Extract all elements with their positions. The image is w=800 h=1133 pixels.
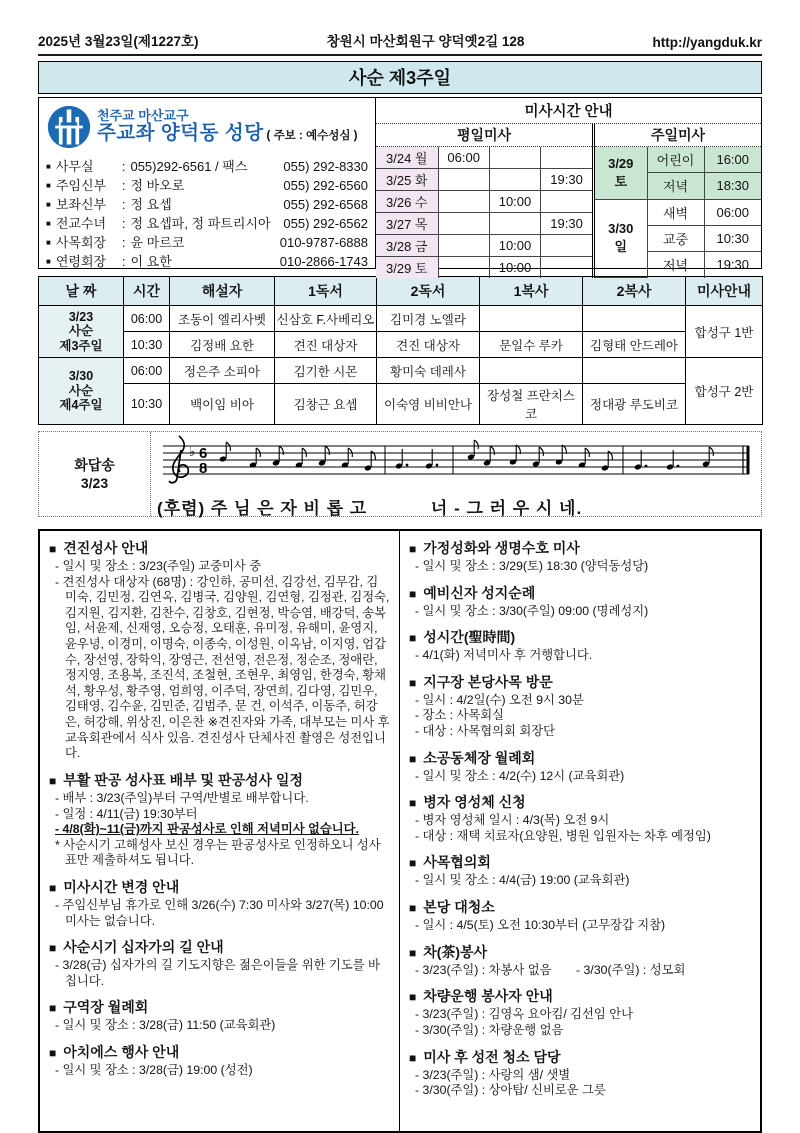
roster-commentator-cell: 정은주 소피아 [170, 358, 275, 384]
announcement-title [49, 1042, 390, 1062]
mass-date-cell: 3/25 화 [376, 169, 438, 191]
mass-time-cell [438, 213, 489, 235]
contact-separator: : [121, 235, 126, 250]
mass-time-cell: 19:30 [704, 252, 761, 278]
announcement-title-text: 차(茶)봉사 [423, 943, 488, 960]
mass-name-cell: 저녁 [647, 173, 704, 199]
contact-separator: : [121, 178, 126, 193]
mass-time-cell: 10:00 [489, 191, 540, 213]
square-bullet-icon: ■ [46, 257, 51, 266]
roster-body [39, 306, 763, 425]
roster-commentator-cell: 조동이 엘리사벳 [170, 306, 275, 332]
announcement-line: - 일시 : 4/2일(수) 오전 9시 30분 [415, 692, 584, 707]
roster-reading1-cell: 김창근 요셉 [275, 384, 377, 425]
mass-name-cell: 저녁 [647, 252, 704, 278]
roster-time-cell: 10:30 [124, 384, 170, 425]
announcement-line: - 4/8(화)~11(금)까지 판공성사로 인해 저녁미사 없습니다. [55, 822, 359, 837]
weekday-mass-row [376, 257, 592, 279]
square-bullet-icon: ■ [409, 675, 417, 690]
diocese-name: 천주교 마산교구 [97, 108, 189, 124]
roster-server1-cell [480, 358, 583, 384]
announcement-title-text: 본당 대청소 [423, 899, 495, 916]
announcement-line: - 주임신부님 휴가로 인해 3/26(수) 7:30 미사와 3/27(목) 10:00 미사는 없습니다. [55, 897, 384, 928]
square-bullet-icon: ■ [409, 945, 417, 960]
church-names [97, 109, 357, 145]
contact-phone: 055) 292-8330 [283, 159, 368, 174]
square-bullet-icon: ■ [49, 773, 57, 788]
contact-row [46, 213, 368, 232]
announcement-line: - 일시 및 장소 : 3/28(금) 19:00 (성전) [55, 1063, 253, 1078]
contact-separator: : [121, 197, 126, 212]
church-url: http://yangduk.kr [652, 35, 762, 50]
mass-time-cell [541, 191, 592, 213]
contact-label: 전교수녀 [55, 216, 107, 231]
announcement-title [409, 986, 751, 1006]
roster-reading2-cell: 김미경 노엘라 [377, 306, 480, 332]
announcement-line: * 사순시기 고해성사 보신 경우는 판공성사로 인정하오니 성사표만 제출하셔도 됩니다. [55, 837, 381, 868]
sunday-mass-table [595, 147, 761, 278]
square-bullet-icon: ■ [46, 238, 51, 247]
psalm-lyric-segment2: 너 - 그 러 우 시 네. [430, 499, 583, 518]
announcement-section [409, 627, 751, 664]
contact-phone: 055) 292-6560 [283, 178, 368, 193]
roster-row [39, 358, 763, 384]
roster-time-cell: 06:00 [124, 358, 170, 384]
announcement-title-text: 사목협의회 [423, 854, 491, 871]
roster-server2-cell [583, 358, 686, 384]
square-bullet-icon: ■ [49, 880, 57, 895]
contact-label: 주임신부 [55, 178, 107, 193]
announcement-section [409, 748, 751, 785]
psalm-label-line2: 3/23 [80, 475, 109, 491]
sunday-mass-section [592, 124, 761, 278]
announcement-line: - 일시 및 장소 : 3/23(주일) 교중미사 중 [55, 559, 262, 573]
announcement-title-text: 지구장 본당사목 방문 [423, 673, 553, 690]
contact-row [46, 194, 368, 213]
roster-row [39, 384, 763, 425]
announcement-title-text: 부활 판공 성사표 배부 및 판공성사 일정 [63, 771, 303, 788]
contact-value: 이 요한 [130, 254, 172, 269]
announcement-title-text: 차량운행 봉사자 안내 [423, 988, 553, 1005]
weekday-mass-title: 평일미사 [376, 124, 592, 147]
mass-time-cell [438, 169, 489, 191]
square-bullet-icon: ■ [49, 1001, 57, 1016]
announcement-section [49, 877, 390, 929]
roster-server2-cell: 정대광 루도비코 [583, 384, 686, 425]
mass-name-cell: 새벽 [647, 199, 704, 225]
announcement-title-text: 가정성화와 생명수호 미사 [423, 540, 580, 556]
square-bullet-icon: ■ [46, 181, 51, 190]
announcement-section [409, 672, 751, 740]
contact-value: 055)292-6561 / 팩스 [130, 159, 248, 174]
church-name-suffix: ( 주보 : 예수성심 ) [266, 130, 358, 143]
announcement-section [49, 937, 390, 989]
announcements-left-column [40, 531, 400, 1131]
mass-times-tables [376, 124, 761, 278]
announcement-line: - 장소 : 사목회실 [415, 708, 505, 723]
announcement-line: - 4/1(화) 저녁미사 후 거행합니다. [415, 648, 593, 663]
liturgy-roster-table [38, 276, 763, 425]
mass-times-title: 미사시간 안내 [376, 98, 761, 124]
roster-reading1-cell: 신삼호 F.사베리오 [275, 306, 377, 332]
mass-time-cell: 18:30 [704, 173, 761, 199]
mass-time-cell: 10:00 [489, 235, 540, 257]
church-address: 창원시 마산회원구 양덕옛2길 128 [326, 34, 525, 49]
mass-date-cell: 3/30 일 [595, 199, 647, 277]
mass-time-cell [489, 169, 540, 191]
psalm-music-area [151, 432, 761, 516]
announcement-line: - 일정 : 4/11(금) 19:30부터 [55, 806, 198, 821]
announcement-section [409, 538, 751, 575]
sunday-mass-body [595, 147, 761, 278]
announcement-title [409, 942, 751, 962]
roster-commentator-cell: 백이임 비아 [170, 384, 275, 425]
responsorial-psalm-box [38, 431, 762, 517]
roster-reading2-cell: 황미숙 데레사 [377, 358, 480, 384]
mass-time-cell: 10:00 [489, 257, 540, 279]
contact-phone: 055) 292-6562 [283, 216, 368, 231]
weekday-mass-table [376, 147, 592, 278]
contact-label: 보좌신부 [55, 197, 107, 212]
weekday-mass-row [376, 191, 592, 213]
roster-reading2-cell: 이숙영 비비안나 [377, 384, 480, 425]
announcement-title [409, 1047, 751, 1067]
square-bullet-icon: ■ [46, 162, 51, 171]
announcement-title-text: 미사 후 성전 청소 담당 [423, 1048, 561, 1065]
mass-name-cell: 교중 [647, 225, 704, 251]
announcement-title-text: 소공동체장 월례회 [423, 749, 536, 766]
mass-time-cell [489, 147, 540, 169]
mass-name-cell: 어린이 [647, 147, 704, 173]
page-header [38, 30, 762, 56]
mass-time-cell: 06:00 [704, 199, 761, 225]
contact-label: 사목회장 [55, 235, 107, 250]
roster-row [39, 306, 763, 332]
roster-header-row [39, 277, 763, 306]
announcement-title [49, 997, 390, 1017]
weekday-mass-row [376, 235, 592, 257]
contact-label: 연령회장 [55, 254, 107, 269]
announcement-section [49, 770, 390, 869]
roster-server2-cell: 김형태 안드레아 [583, 332, 686, 358]
announcement-line: - 3/23(주일) : 사랑의 샘/ 샛별 [415, 1067, 571, 1082]
roster-server1-cell: 문일수 루카 [480, 332, 583, 358]
mass-time-cell: 10:30 [704, 225, 761, 251]
mass-time-cell: 19:30 [541, 213, 592, 235]
announcement-title [409, 627, 751, 647]
mass-date-cell: 3/24 월 [376, 147, 438, 169]
contact-value: 윤 마르코 [130, 235, 185, 250]
mass-time-cell [541, 257, 592, 279]
roster-column-header: 날 짜 [39, 277, 124, 306]
announcement-line: - 3/28(금) 십자가의 길 기도지향은 젊은이들을 위한 기도를 바칩니다. [55, 958, 380, 988]
roster-column-header: 2독서 [377, 277, 480, 306]
announcement-section [409, 1047, 751, 1099]
mass-times-pane [376, 98, 761, 276]
roster-reading1-cell: 견진 대상자 [275, 332, 377, 358]
roster-column-header: 미사안내 [686, 277, 763, 306]
contact-row [46, 251, 368, 270]
contact-separator: : [121, 159, 126, 174]
roster-commentator-cell: 김정배 요한 [170, 332, 275, 358]
contact-separator: : [121, 254, 126, 269]
square-bullet-icon: ■ [409, 901, 417, 916]
announcement-title-text: 예비신자 성지순례 [423, 584, 536, 601]
announcement-title [49, 937, 390, 957]
announcement-title [409, 852, 751, 872]
announcement-section [49, 1042, 390, 1079]
announcement-title [409, 897, 751, 917]
mass-date-cell: 3/29 토 [376, 257, 438, 279]
announcement-line: - 일시 및 장소 : 3/30(주일) 09:00 (명례성지) [415, 603, 649, 618]
roster-massinfo-cell: 합성구 1반 [686, 306, 763, 358]
square-bullet-icon: ■ [409, 751, 417, 766]
announcement-title-text: 미사시간 변경 안내 [63, 878, 180, 895]
sunday-mass-row [595, 147, 761, 173]
psalm-label-line1: 화답송 [74, 456, 115, 473]
roster-reading2-cell: 견진 대상자 [377, 332, 480, 358]
roster-date-cell: 3/30 사순 제4주일 [39, 358, 124, 425]
square-bullet-icon: ■ [409, 796, 417, 811]
announcement-title [409, 748, 751, 768]
announcement-line: - 견진성사 대상자 (68명) : 강인하, 공미선, 김강선, 김무감, 김미숙, 김민정, 김연옥, 김병국, 김양원, 김연형, 김정관, 김정숙, 김지원, 김지환, 김찬수, 김창호, 김현정, 박승염, 배강덕, 송복임, 서윤제, 신재영, 오승정, 오태훈, 유미정, 유해미, 윤영지, 윤우녕, 이경미, 이명숙, 이종숙, 이성원, 이옥남, 이지영, 엄갑수, 장선영, 장학익, 장영근, 전선영, 전은정, 정순조, 정애란, 정지영, 조용복, 조진석, 조철현, 조현우, 최영임, 한경숙, 황채석, 황우성, 황주영, 엄희영, 이주덕, 장연희, 김다영, 김민우, 김태영, 김수윤, 김민준, 김범주, 문 건, 이석주, 이동주, 허강은, 허강해, 위상진, 이은찬 ※견진자와 가족, 대부모는 미사 후 교육회관에서 식사 있음. 견진성사 단체사진 촬영은 성전입니다. [55, 574, 390, 761]
announcement-line: - 일시 및 장소 : 4/2(수) 12시 (교육회관) [415, 768, 625, 783]
announcement-line: - 3/30(주일) : 차량운행 없음 [415, 1022, 564, 1037]
roster-column-header: 시간 [124, 277, 170, 306]
square-bullet-icon: ■ [49, 941, 57, 956]
announcement-title [409, 672, 751, 692]
roster-time-cell: 10:30 [124, 332, 170, 358]
square-bullet-icon: ■ [409, 542, 417, 556]
announcement-section [49, 997, 390, 1034]
announcement-section [409, 852, 751, 889]
square-bullet-icon: ■ [409, 631, 417, 646]
psalm-lyric-segment1: (후렴) 주 님 은 자 비 롭 고 [157, 499, 368, 518]
contact-row [46, 156, 368, 175]
announcement-line: - 일시 및 장소 : 3/28(금) 11:50 (교육회관) [55, 1018, 276, 1033]
announcement-section [409, 942, 751, 979]
announcement-line: - 3/23(주일) : 차봉사 없음 - 3/30(주일) : 성모회 [415, 962, 686, 977]
roster-column-header: 1복사 [480, 277, 583, 306]
mass-time-cell: 16:00 [704, 147, 761, 173]
psalm-label [39, 432, 151, 516]
announcement-line: - 병자 영성체 일시 : 4/3(목) 오전 9시 [415, 813, 610, 828]
weekday-mass-row [376, 147, 592, 169]
svg-text:6: 6 [199, 445, 208, 462]
roster-time-cell: 06:00 [124, 306, 170, 332]
announcement-title [409, 538, 751, 558]
contact-phone: 010-2866-1743 [279, 254, 368, 269]
mass-time-cell [438, 235, 489, 257]
square-bullet-icon: ■ [46, 219, 51, 228]
square-bullet-icon: ■ [409, 1050, 417, 1065]
announcement-title-text: 아치에스 행사 안내 [63, 1044, 180, 1061]
announcement-title [49, 770, 390, 790]
mass-date-cell: 3/26 수 [376, 191, 438, 213]
church-info-box [38, 97, 762, 276]
mass-time-cell [541, 235, 592, 257]
roster-date-cell: 3/23 사순 제3주일 [39, 306, 124, 358]
contact-separator: : [121, 216, 126, 231]
square-bullet-icon: ■ [49, 1046, 57, 1061]
announcement-title-text: 견진성사 안내 [63, 540, 149, 556]
announcement-section [409, 792, 751, 844]
mass-date-cell: 3/29 토 [595, 147, 647, 199]
roster-server1-cell [480, 306, 583, 332]
roster-server2-cell [583, 306, 686, 332]
contact-value: 정 요셉파, 정 파트리시아 [130, 216, 271, 231]
square-bullet-icon: ■ [409, 586, 417, 601]
weekday-mass-section [376, 124, 592, 278]
contact-value: 정 바오로 [130, 178, 185, 193]
church-identity-pane [39, 98, 376, 268]
mass-time-cell [438, 257, 489, 279]
diocese-logo-icon [46, 104, 92, 150]
svg-text:♭: ♭ [189, 444, 196, 459]
weekday-mass-body [376, 147, 592, 278]
roster-column-header: 해설자 [170, 277, 275, 306]
contact-row [46, 175, 368, 194]
contact-list [46, 156, 368, 270]
announcement-section [49, 538, 390, 762]
contact-phone: 010-9787-6888 [279, 235, 368, 250]
announcement-line: - 일시 및 장소 : 4/4(금) 19:00 (교육회관) [415, 873, 630, 888]
contact-value: 정 요셉 [130, 197, 172, 212]
announcement-title-text: 사순시기 십자가의 길 안내 [63, 939, 224, 956]
mass-time-cell: 19:30 [541, 169, 592, 191]
announcement-line: - 배부 : 3/23(주일)부터 구역/반별로 배부합니다. [55, 790, 309, 805]
mass-time-cell: 06:00 [438, 147, 489, 169]
contact-label: 사무실 [55, 159, 94, 174]
announcement-title [409, 583, 751, 603]
announcement-line: - 일시 : 4/5(토) 오전 10:30부터 (고무장갑 지참) [415, 918, 666, 933]
announcements-right-column [400, 531, 760, 1131]
psalm-lyrics [157, 494, 755, 519]
mass-date-cell: 3/27 목 [376, 213, 438, 235]
announcement-title [49, 877, 390, 897]
announcement-line: - 일시 및 장소 : 3/29(토) 18:30 (양덕동성당) [415, 559, 649, 573]
square-bullet-icon: ■ [409, 990, 417, 1005]
mass-time-cell [438, 191, 489, 213]
sunday-mass-title: 주일미사 [595, 124, 761, 147]
square-bullet-icon: ■ [46, 200, 51, 209]
announcement-line: - 3/23(주일) : 김영옥 요아킴/ 김선임 안나 [415, 1007, 633, 1022]
mass-time-cell [489, 213, 540, 235]
mass-date-cell: 3/28 금 [376, 235, 438, 257]
church-logo-row [46, 101, 368, 153]
announcement-title-text: 병자 영성체 신청 [423, 794, 526, 811]
announcement-title-text: 구역장 월례회 [63, 999, 149, 1016]
church-name: 주교좌 양덕동 성당 [97, 122, 264, 145]
music-staff [157, 434, 755, 488]
announcements-box [38, 529, 762, 1133]
sunday-mass-row [595, 199, 761, 225]
announcement-line: - 대상 : 재택 치료자(요양원, 병원 입원자는 차후 예정임) [415, 828, 711, 843]
announcement-section [409, 897, 751, 934]
roster-reading1-cell: 김기한 시몬 [275, 358, 377, 384]
liturgical-title: 사순 제3주일 [38, 61, 762, 94]
announcement-line: - 대상 : 사목협의회 회장단 [415, 724, 555, 739]
weekday-mass-row [376, 213, 592, 235]
square-bullet-icon: ■ [49, 542, 57, 556]
roster-massinfo-cell: 합성구 2반 [686, 358, 763, 425]
announcement-section [409, 583, 751, 620]
roster-column-header: 1독서 [275, 277, 377, 306]
roster-row [39, 332, 763, 358]
announcement-title [49, 538, 390, 558]
square-bullet-icon: ■ [409, 856, 417, 871]
weekday-mass-row [376, 169, 592, 191]
svg-text:8: 8 [199, 460, 208, 477]
announcement-title [409, 792, 751, 812]
announcement-section [409, 986, 751, 1038]
announcement-title-text: 성시간(聖時間) [423, 629, 516, 646]
announcement-line: - 3/30(주일) : 상아탑/ 신비로운 그릇 [415, 1083, 606, 1098]
roster-column-header: 2복사 [583, 277, 686, 306]
contact-row [46, 232, 368, 251]
issue-date: 2025년 3월23일(제1227호) [38, 34, 199, 49]
contact-phone: 055) 292-6568 [283, 197, 368, 212]
mass-time-cell [541, 147, 592, 169]
roster-server1-cell: 장성철 프란치스코 [480, 384, 583, 425]
